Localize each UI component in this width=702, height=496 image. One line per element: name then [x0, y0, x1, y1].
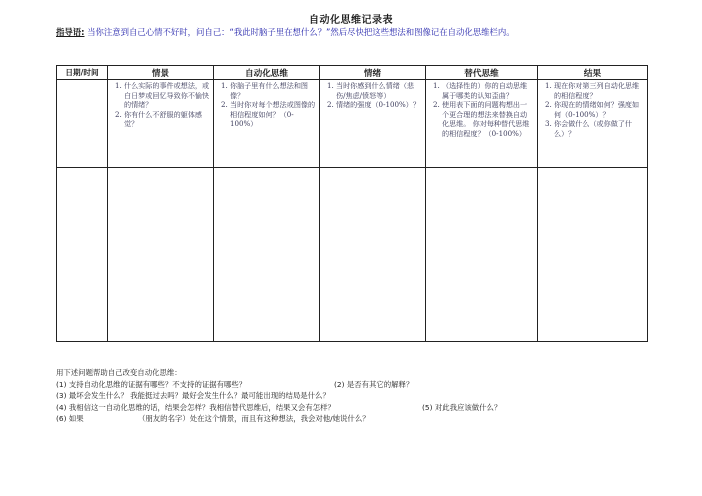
alternative-thought-entry-cell[interactable]	[426, 168, 538, 342]
question-item: 1. 什么实际的事件或想法，或白日梦或回忆导致你不愉快的情绪？	[124, 81, 210, 110]
col-header-alternative-thought: 替代思维	[426, 66, 538, 80]
col-header-automatic-thought: 自动化思维	[214, 66, 320, 80]
col-header-date: 日期/时间	[57, 66, 108, 80]
header-row	[57, 66, 648, 80]
hints-intro: 用下述问题帮助自己改变自动化思维：	[56, 368, 182, 377]
emotion-entry-cell[interactable]	[320, 168, 426, 342]
hint-question-5: (5) 对此我应该做什么？	[422, 402, 502, 412]
hint-question-2: (2) 是否有其它的解释？	[334, 379, 414, 389]
question-item: 2. 你有什么不舒服的躯体感觉？	[124, 110, 210, 129]
emotion-questions	[320, 80, 426, 168]
hint-question-6-start: (6) 如果	[56, 414, 84, 424]
col-header-outcome: 结果	[538, 66, 648, 80]
question-item: 3. 你会做什么（或你做了什么）？	[554, 119, 644, 138]
guide-questions-row	[57, 80, 648, 168]
instructions-label: 指导语:	[56, 27, 85, 37]
question-item: 1. 你脑子里有什么想法和图像？	[230, 81, 316, 100]
question-item: 1. 现在你对第三列自动化思维的相信程度？	[554, 81, 644, 100]
question-item: 2. 情绪的强度（0-100%）？	[336, 100, 422, 110]
hint-question-4: (4) 我相信这一自动化思维的话，结果会怎样？我相信替代思维后，结果又会有怎样？	[56, 402, 335, 412]
question-item: 1. （选择性的）你的自动思维属于哪类的认知歪曲？	[442, 81, 534, 100]
automatic-thought-questions	[214, 80, 320, 168]
instructions-text: 当你注意到自己心情不好时，问自己：“我此时脑子里在想什么？”然后尽快把这些想法和图像记在自动化思维栏内。	[84, 27, 515, 37]
situation-questions	[108, 80, 214, 168]
outcome-questions	[538, 80, 648, 168]
challenge-questions	[56, 367, 676, 425]
thought-record-table	[56, 65, 648, 342]
page-title: 自动化思维记录表	[309, 15, 393, 26]
hint-question-1: (1) 支持自动化思维的证据有哪些？不支持的证据有哪些？	[56, 379, 247, 389]
question-item: 2. 当时你对每个想法或图像的相信程度如何？（0-100%）	[230, 100, 316, 129]
alternative-thought-questions	[426, 80, 538, 168]
col-header-situation: 情景	[108, 66, 214, 80]
question-item: 1. 当时你感到什么情绪（悲伤/焦虑/愤怒等）	[336, 81, 422, 100]
instructions	[56, 26, 515, 38]
automatic-thought-entry-cell[interactable]	[214, 168, 320, 342]
col-header-emotion: 情绪	[320, 66, 426, 80]
situation-entry-cell[interactable]	[108, 168, 214, 342]
hint-question-6-end: （朋友的名字）处在这个情景，而且有这种想法，我会对他/她说什么？	[138, 414, 370, 424]
hint-question-3: (3) 最坏会发生什么？ 我能挺过去吗？最好会发生什么？最可能出现的结局是什么？	[56, 391, 330, 401]
date-entry-cell[interactable]	[57, 168, 108, 342]
outcome-entry-cell[interactable]	[538, 168, 648, 342]
question-item: 2. 使用表下面的问题构想出一个更合理的想法来替换自动化思维。 你对每种替代思维的相信程度？（0-100%）	[442, 100, 534, 138]
entry-row	[57, 168, 648, 342]
question-item: 2. 你现在的情绪如何？强度如何（0-100%）？	[554, 100, 644, 119]
date-cell-guide	[57, 80, 108, 168]
